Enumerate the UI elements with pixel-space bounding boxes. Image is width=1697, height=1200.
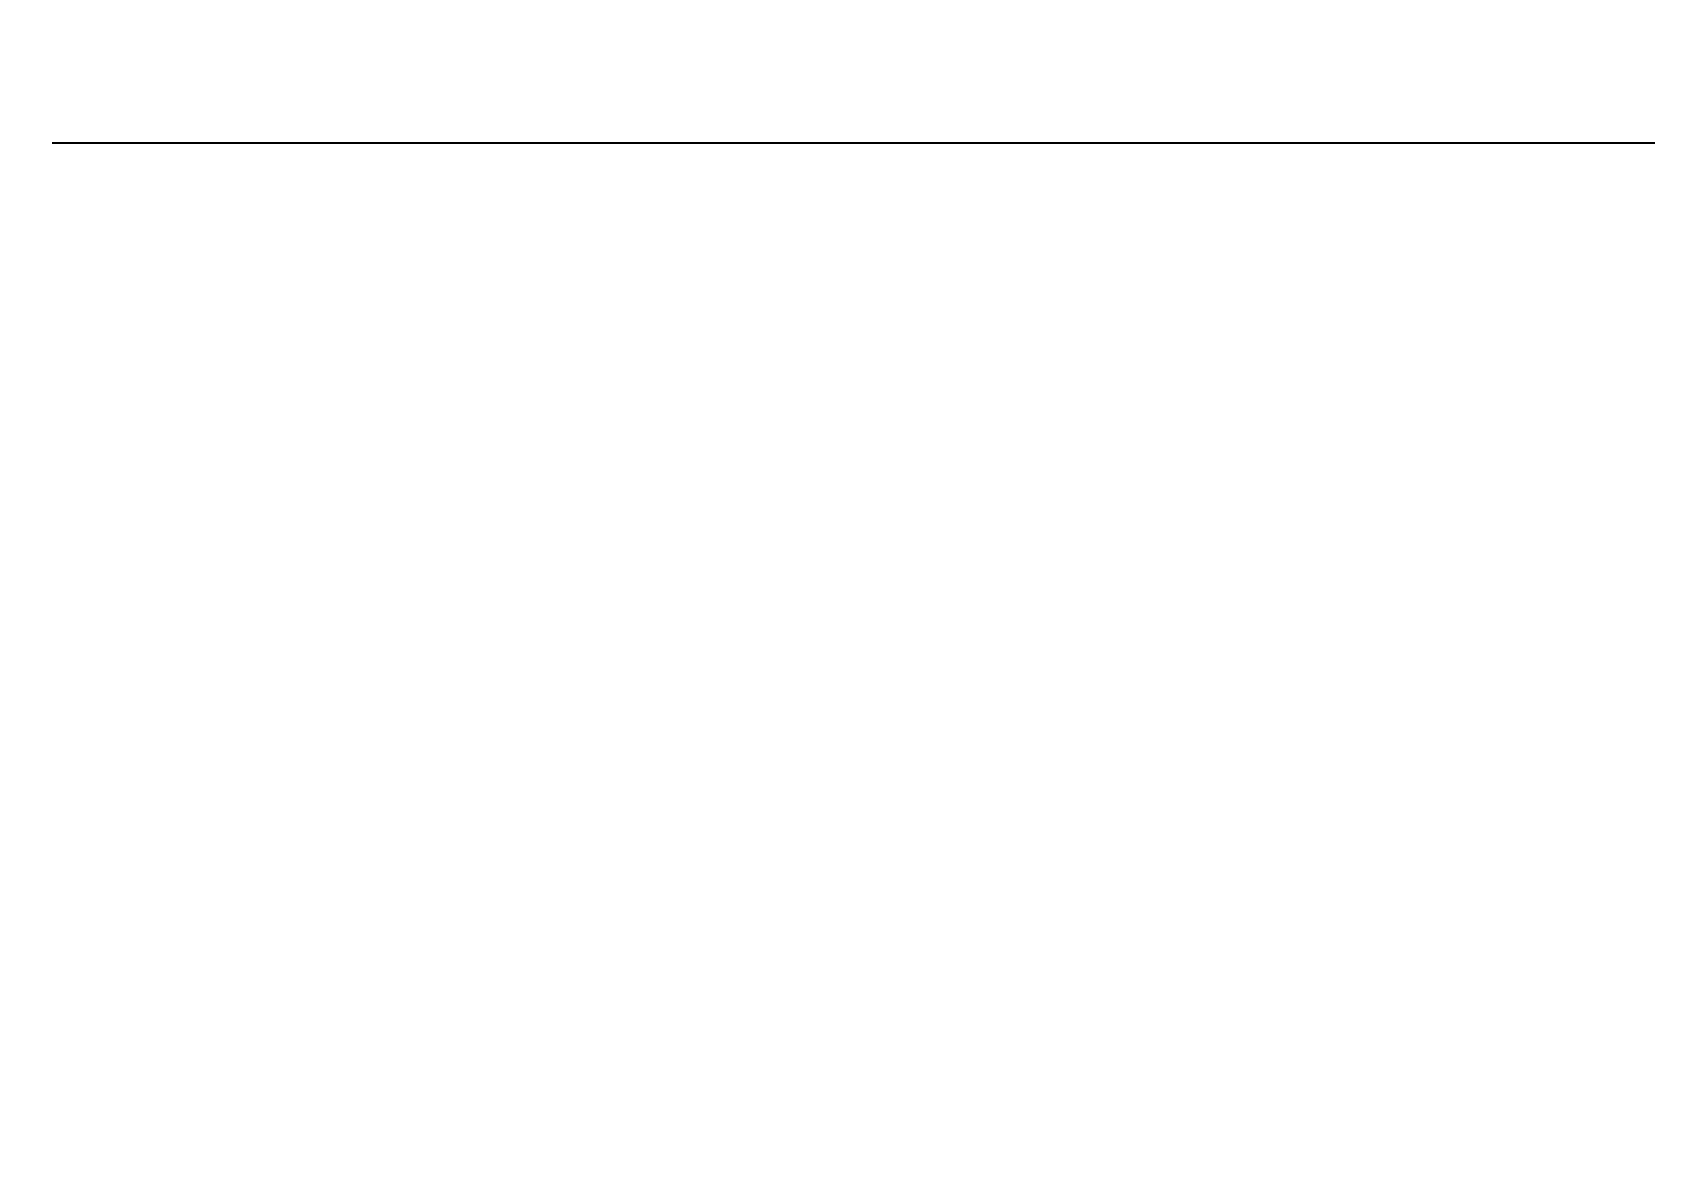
- funding-table: [52, 143, 1655, 144]
